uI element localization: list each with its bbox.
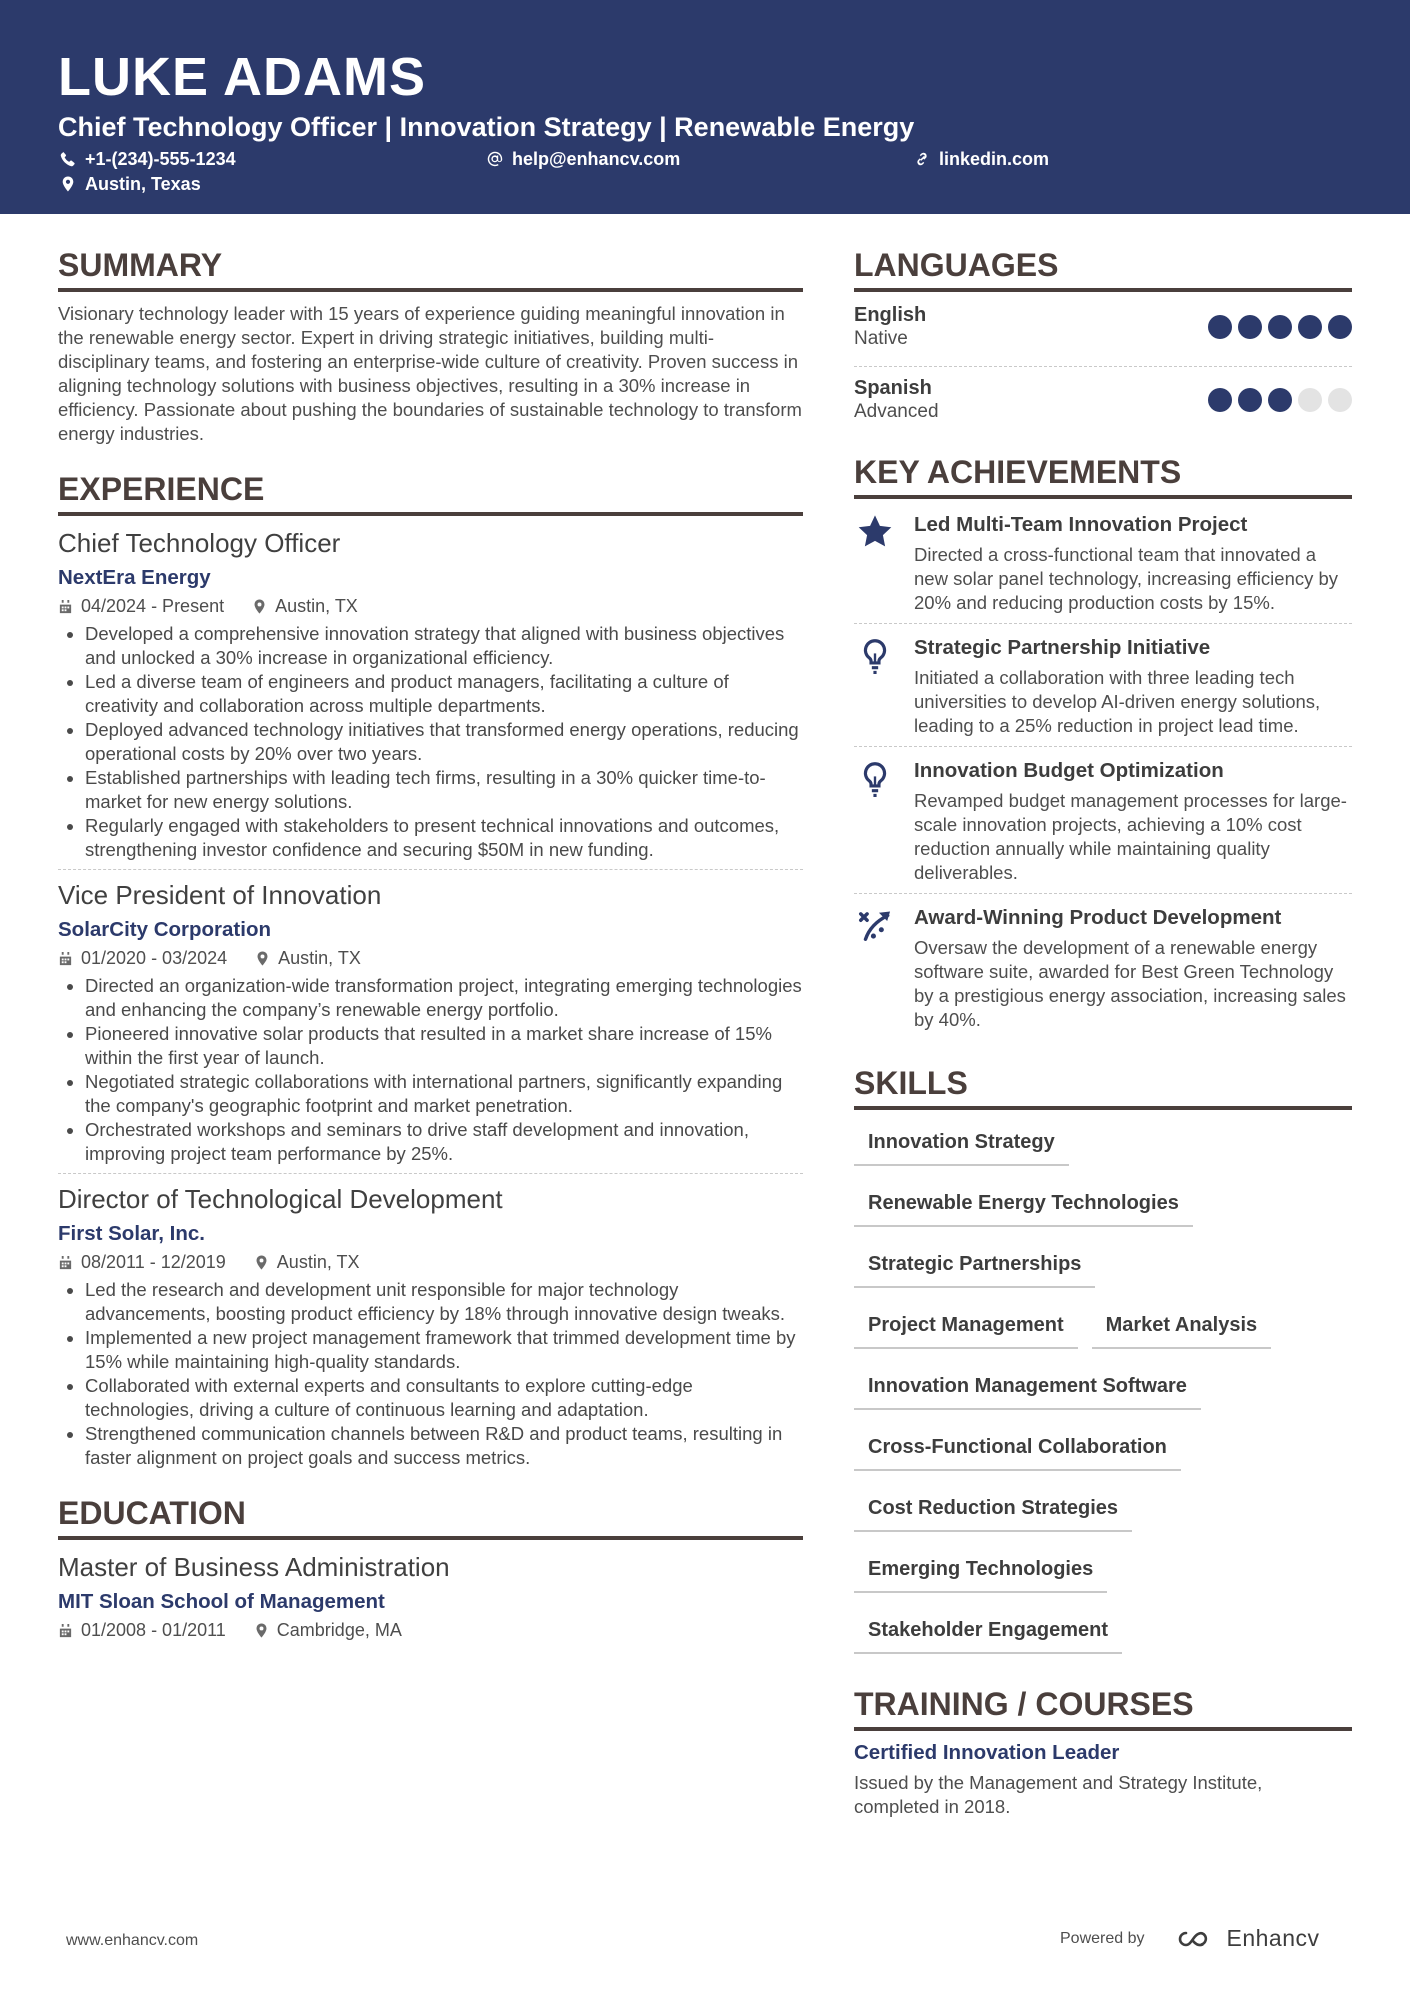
language-item [854,375,1352,439]
course-desc: Issued by the Management and Strategy Institute, completed in 2018. [854,1772,1263,1817]
location-text: Austin, Texas [85,174,201,194]
brand-logo[interactable] [1171,1925,1320,1952]
rating-dot-filled [1208,315,1232,339]
skill-tag: Market Analysis [1092,1305,1272,1349]
linkedin-text: linkedin.com [939,149,1050,169]
language-rating [1208,388,1352,412]
job-role: Director of Technological Development [58,1184,503,1214]
job-location: Austin, TX [275,596,358,616]
education-meta [58,1618,803,1642]
job-location: Austin, TX [276,1252,360,1272]
language-item [854,302,1352,366]
location-pin-icon [255,951,270,966]
job-company: First Solar, Inc. [58,1222,205,1245]
achievements-section [854,453,1352,1040]
job-location: Austin, TX [278,948,361,968]
course-name: Certified Innovation Leader [854,1741,1120,1764]
job-entry [58,878,803,1166]
achievement-desc: Revamped budget management processes for large-scale innovation projects, achieving a 10% cost reduction annually while maintaining quality deliverables. [914,790,1347,883]
achievement-item [854,894,1352,1040]
footer-website[interactable]: www.enhancv.com [66,1932,199,1949]
job-bullets [58,974,803,1166]
contact-email[interactable] [487,148,680,170]
skills-section [854,1064,1352,1671]
skill-tag: Renewable Energy Technologies [854,1183,1193,1227]
calendar-icon [58,1623,73,1638]
rating-dot-filled [1208,388,1232,412]
experience-heading: EXPERIENCE [58,470,803,516]
email-text: help@enhancv.com [512,149,681,169]
job-bullet: Negotiated strategic collaborations with international partners, significantly expanding the company's geographic footprint and market penetration. [58,1070,803,1118]
contact-linkedin[interactable] [914,148,1049,170]
footer-branding [1060,1925,1320,1952]
contact-phone[interactable] [60,148,236,170]
education-degree: Master of Business Administration [58,1552,450,1582]
candidate-title: Chief Technology Officer | Innovation Strategy | Renewable Energy [58,112,915,142]
job-dates: 01/2020 - 03/2024 [81,948,228,968]
job-bullets [58,1278,803,1470]
divider [58,1173,803,1174]
job-role: Vice President of Innovation [58,880,382,910]
job-entry [58,526,803,862]
job-bullet: Regularly engaged with stakeholders to present technical innovations and outcomes, strengthening investor confidence and securing $50M in new funding. [58,814,803,862]
skill-tag: Project Management [854,1305,1078,1349]
rating-dot-filled [1238,315,1262,339]
achievements-heading: KEY ACHIEVEMENTS [854,453,1352,499]
brand-name: Enhancv [1226,1925,1320,1951]
training-heading: TRAINING / COURSES [854,1685,1352,1731]
language-level: Native [854,328,908,349]
achievement-title: Led Multi-Team Innovation Project [914,513,1248,536]
summary-heading: SUMMARY [58,246,803,292]
location-pin-icon [252,599,267,614]
job-bullet: Established partnerships with leading tech firms, resulting in a 30% quicker time-to-market for new energy solutions. [58,766,803,814]
language-rating [1208,315,1352,339]
at-icon [487,151,503,167]
job-company: NextEra Energy [58,566,211,589]
job-bullet: Deployed advanced technology initiatives that transformed energy operations, reducing operational costs by 20% over two years. [58,718,803,766]
language-level: Advanced [854,401,939,422]
divider [58,869,803,870]
job-bullet: Directed an organization-wide transformation project, integrating emerging technologies and enhancing the company’s renewable energy portfolio. [58,974,803,1022]
job-bullet: Strengthened communication channels between R&D and product teams, resulting in faster alignment on project goals and success metrics. [58,1422,803,1470]
summary-text: Visionary technology leader with 15 years of experience guiding meaningful innovation in the renewable energy sector. Expert in driving strategic initiatives, building multi-disciplinary teams, and fostering an enterprise-wide culture of creativity. Proven success in aligning technology solutions with business objectives, resulting in a 30% increase in efficiency. Passionate about pushing the boundaries of sustainable technology to transform energy industries. [58,303,802,444]
rating-dot-empty [1328,388,1352,412]
strategy-arrow-icon [856,906,894,944]
calendar-icon [58,951,73,966]
lightbulb-icon [856,636,894,674]
skills-heading: SKILLS [854,1064,1352,1110]
phone-icon [60,151,76,167]
achievement-title: Award-Winning Product Development [914,906,1282,929]
location-pin-icon [254,1623,269,1638]
experience-section [58,470,803,1470]
job-meta [58,946,803,970]
education-dates: 01/2008 - 01/2011 [81,1620,226,1640]
achievement-item [854,624,1352,746]
job-bullet: Collaborated with external experts and consultants to explore cutting-edge technologies, driving a culture of continuous learning and adaptation. [58,1374,803,1422]
resume-header [0,0,1410,214]
achievement-title: Strategic Partnership Initiative [914,636,1211,659]
phone-text: +1-(234)-555-1234 [85,149,236,169]
skill-tag: Stakeholder Engagement [854,1610,1122,1654]
languages-heading: LANGUAGES [854,246,1352,292]
education-section [58,1494,803,1642]
summary-section [58,246,803,446]
language-name: Spanish [854,377,932,399]
job-bullet: Orchestrated workshops and seminars to drive staff development and innovation, improving project team performance by 25%. [58,1118,803,1166]
achievement-title: Innovation Budget Optimization [914,759,1224,782]
job-bullet: Pioneered innovative solar products that resulted in a market share increase of 15% within the first year of launch. [58,1022,803,1070]
job-entry [58,1182,803,1470]
education-heading: EDUCATION [58,1494,803,1540]
link-icon [914,151,930,167]
lightbulb-icon [856,759,894,797]
skill-tag: Strategic Partnerships [854,1244,1095,1288]
location-pin-icon [60,176,76,192]
languages-section [854,246,1352,439]
rating-dot-filled [1268,315,1292,339]
rating-dot-filled [1268,388,1292,412]
enhancv-logo-icon [1171,1927,1217,1951]
achievement-desc: Initiated a collaboration with three leading tech universities to develop AI-driven energy solutions, leading to a 25% reduction in project lead time. [914,667,1321,736]
education-school: MIT Sloan School of Management [58,1590,385,1613]
star-icon [856,513,894,551]
job-dates: 08/2011 - 12/2019 [81,1252,226,1272]
job-bullet: Implemented a new project management framework that trimmed development time by 15% while maintaining high-quality standards. [58,1326,803,1374]
training-section [854,1685,1352,1819]
calendar-icon [58,1255,73,1270]
job-company: SolarCity Corporation [58,918,271,941]
skill-tag: Innovation Management Software [854,1366,1201,1410]
achievement-item [854,747,1352,893]
skill-tag: Cost Reduction Strategies [854,1488,1132,1532]
skill-tag: Innovation Strategy [854,1122,1069,1166]
rating-dot-filled [1298,315,1322,339]
right-column [854,246,1352,1819]
job-bullet: Led the research and development unit responsible for major technology advancements, boosting product efficiency by 18% through innovative design tweaks. [58,1278,803,1326]
job-meta [58,1250,803,1274]
achievement-desc: Directed a cross-functional team that innovated a new solar panel technology, increasing efficiency by 20% and reducing production costs by 15%. [914,544,1339,613]
language-name: English [854,304,927,326]
skills-list [854,1122,1352,1671]
job-bullets [58,622,803,862]
job-dates: 04/2024 - Present [81,596,225,616]
divider [854,366,1352,367]
achievement-item [854,501,1352,623]
powered-by-label: Powered by [1060,1929,1145,1947]
achievement-desc: Oversaw the development of a renewable energy software suite, awarded for Best Green Technology by a prestigious energy association, increasing sales by 40%. [914,937,1346,1030]
location-pin-icon [254,1255,269,1270]
calendar-icon [58,599,73,614]
candidate-name: LUKE ADAMS [58,47,426,107]
skill-tag: Cross-Functional Collaboration [854,1427,1181,1471]
job-bullet: Led a diverse team of engineers and product managers, facilitating a culture of creativity and collaboration across multiple departments. [58,670,803,718]
rating-dot-filled [1238,388,1262,412]
skill-tag: Emerging Technologies [854,1549,1107,1593]
job-meta [58,594,803,618]
education-location: Cambridge, MA [276,1620,402,1640]
job-role: Chief Technology Officer [58,528,341,558]
job-bullet: Developed a comprehensive innovation strategy that aligned with business objectives and unlocked a 30% increase in organizational efficiency. [58,622,803,670]
rating-dot-empty [1298,388,1322,412]
left-column [58,246,803,1642]
rating-dot-filled [1328,315,1352,339]
contact-location [60,173,201,195]
